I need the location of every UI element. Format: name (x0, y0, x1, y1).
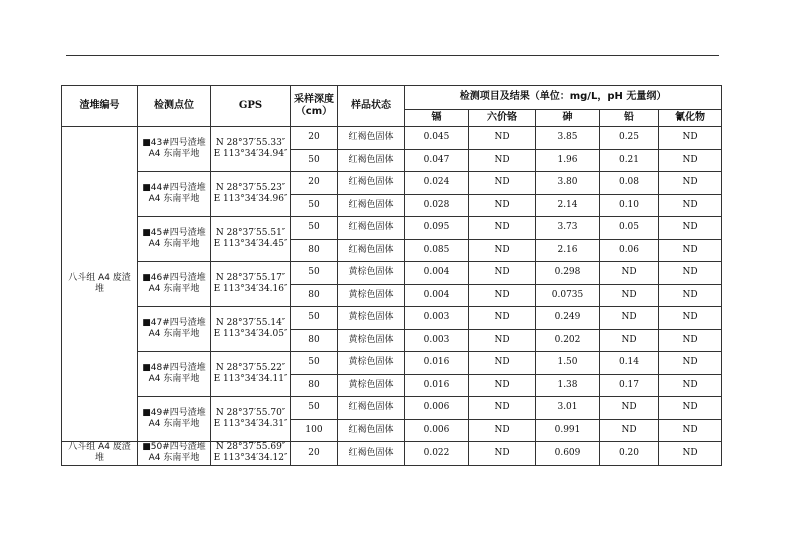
location-id: ■45#四号渣堆 (142, 227, 206, 238)
state-cell: 红褐色固体 (338, 442, 405, 466)
cadmium-cell: 0.016 (405, 374, 469, 397)
arsenic-cell: 2.14 (536, 194, 600, 217)
gps-longitude: E 113°34′34.94″ (213, 149, 288, 159)
cyanide-cell: ND (659, 284, 722, 307)
location-cell (138, 217, 211, 262)
lead-cell: ND (600, 262, 659, 285)
results-table (61, 85, 722, 466)
header-gps: GPS (211, 86, 291, 127)
location-id: ■49#四号渣堆 (142, 407, 206, 418)
state-cell: 红褐色固体 (338, 194, 405, 217)
chromium6-cell: ND (469, 127, 536, 150)
table-row (62, 262, 722, 285)
lead-cell: 0.25 (600, 127, 659, 150)
depth-cell: 50 (291, 149, 338, 172)
state-cell: 黄棕色固体 (338, 262, 405, 285)
table-row (62, 217, 722, 240)
gps-latitude: N 28°37′55.22″ (215, 362, 286, 373)
location-cell (138, 352, 211, 397)
state-cell: 红褐色固体 (338, 419, 405, 442)
location-id: ■47#四号渣堆 (142, 317, 206, 328)
arsenic-cell: 1.96 (536, 149, 600, 172)
header-state: 样品状态 (338, 86, 405, 127)
header-location: 检测点位 (138, 86, 211, 127)
gps-cell (211, 217, 291, 262)
chromium6-cell: ND (469, 172, 536, 195)
location-id: ■50#四号渣堆 (142, 442, 206, 452)
gps-cell (211, 172, 291, 217)
header-pile-no: 渣堆编号 (62, 86, 138, 127)
location-id: ■44#四号渣堆 (142, 182, 206, 193)
chromium6-cell: ND (469, 239, 536, 262)
depth-cell: 20 (291, 172, 338, 195)
cyanide-cell: ND (659, 352, 722, 375)
gps-longitude: E 113°34′34.05″ (213, 329, 288, 339)
arsenic-cell: 3.01 (536, 397, 600, 420)
depth-cell: 100 (291, 419, 338, 442)
depth-cell: 20 (291, 442, 338, 466)
location-cell (138, 307, 211, 352)
arsenic-cell: 0.609 (536, 442, 600, 466)
location-desc: A4 东南平地 (148, 329, 200, 339)
location-desc: A4 东南平地 (148, 284, 200, 294)
header-item-pb: 铅 (600, 110, 659, 127)
cyanide-cell: ND (659, 397, 722, 420)
cadmium-cell: 0.024 (405, 172, 469, 195)
chromium6-cell: ND (469, 374, 536, 397)
cadmium-cell: 0.095 (405, 217, 469, 240)
chromium6-cell: ND (469, 442, 536, 466)
state-cell: 红褐色固体 (338, 127, 405, 150)
cadmium-cell: 0.006 (405, 419, 469, 442)
gps-latitude: N 28°37′55.33″ (215, 137, 286, 148)
chromium6-cell: ND (469, 397, 536, 420)
chromium6-cell: ND (469, 149, 536, 172)
lead-cell: ND (600, 284, 659, 307)
location-cell (138, 442, 211, 466)
location-desc: A4 东南平地 (148, 239, 200, 249)
cadmium-cell: 0.004 (405, 262, 469, 285)
state-cell: 黄棕色固体 (338, 329, 405, 352)
arsenic-cell: 0.0735 (536, 284, 600, 307)
gps-latitude: N 28°37′55.69″ (215, 442, 286, 452)
state-cell: 黄棕色固体 (338, 307, 405, 330)
arsenic-cell: 3.73 (536, 217, 600, 240)
chromium6-cell: ND (469, 217, 536, 240)
arsenic-cell: 0.298 (536, 262, 600, 285)
cyanide-cell: ND (659, 239, 722, 262)
depth-cell: 50 (291, 307, 338, 330)
cyanide-cell: ND (659, 329, 722, 352)
depth-cell: 50 (291, 352, 338, 375)
cadmium-cell: 0.004 (405, 284, 469, 307)
cadmium-cell: 0.085 (405, 239, 469, 262)
cadmium-cell: 0.016 (405, 352, 469, 375)
arsenic-cell: 0.249 (536, 307, 600, 330)
depth-cell: 80 (291, 329, 338, 352)
location-cell (138, 397, 211, 442)
gps-longitude: E 113°34′34.45″ (213, 239, 288, 249)
lead-cell: 0.08 (600, 172, 659, 195)
gps-latitude: N 28°37′55.17″ (215, 272, 286, 283)
chromium6-cell: ND (469, 419, 536, 442)
state-cell: 红褐色固体 (338, 397, 405, 420)
header-results: 检测项目及结果（单位：mg/L，pH 无量纲） (405, 86, 722, 110)
cadmium-cell: 0.028 (405, 194, 469, 217)
header-item-cn: 氰化物 (659, 110, 722, 127)
location-id: ■46#四号渣堆 (142, 272, 206, 283)
arsenic-cell: 1.38 (536, 374, 600, 397)
arsenic-cell: 2.16 (536, 239, 600, 262)
lead-cell: 0.06 (600, 239, 659, 262)
depth-cell: 80 (291, 374, 338, 397)
depth-cell: 80 (291, 284, 338, 307)
cyanide-cell: ND (659, 262, 722, 285)
gps-cell (211, 262, 291, 307)
chromium6-cell: ND (469, 262, 536, 285)
arsenic-cell: 0.202 (536, 329, 600, 352)
location-cell (138, 172, 211, 217)
state-cell: 红褐色固体 (338, 149, 405, 172)
depth-cell: 50 (291, 194, 338, 217)
gps-longitude: E 113°34′34.96″ (213, 194, 288, 204)
cyanide-cell: ND (659, 374, 722, 397)
location-cell (138, 262, 211, 307)
cyanide-cell: ND (659, 172, 722, 195)
table-header (62, 86, 722, 127)
pile-cell: 八斗组 A4 废渣堆 (62, 127, 138, 442)
depth-cell: 50 (291, 217, 338, 240)
table-row (62, 307, 722, 330)
gps-longitude: E 113°34′34.31″ (213, 419, 288, 429)
gps-cell (211, 307, 291, 352)
lead-cell: 0.05 (600, 217, 659, 240)
pile-cell: 八斗组 A4 废渣堆 (62, 442, 138, 466)
arsenic-cell: 3.85 (536, 127, 600, 150)
table-row (62, 127, 722, 150)
location-desc: A4 东南平地 (148, 194, 200, 204)
table-row (62, 397, 722, 420)
location-desc: A4 东南平地 (148, 149, 200, 159)
state-cell: 红褐色固体 (338, 217, 405, 240)
location-id: ■43#四号渣堆 (142, 137, 206, 148)
gps-cell (211, 352, 291, 397)
state-cell: 红褐色固体 (338, 239, 405, 262)
location-id: ■48#四号渣堆 (142, 362, 206, 373)
table-row (62, 352, 722, 375)
cyanide-cell: ND (659, 307, 722, 330)
gps-latitude: N 28°37′55.70″ (215, 407, 286, 418)
cadmium-cell: 0.047 (405, 149, 469, 172)
cyanide-cell: ND (659, 194, 722, 217)
chromium6-cell: ND (469, 352, 536, 375)
lead-cell: 0.21 (600, 149, 659, 172)
lead-cell: 0.14 (600, 352, 659, 375)
lead-cell: ND (600, 307, 659, 330)
gps-latitude: N 28°37′55.14″ (215, 317, 286, 328)
cadmium-cell: 0.003 (405, 307, 469, 330)
state-cell: 黄棕色固体 (338, 374, 405, 397)
lead-cell: 0.10 (600, 194, 659, 217)
cadmium-cell: 0.045 (405, 127, 469, 150)
chromium6-cell: ND (469, 284, 536, 307)
location-desc: A4 东南平地 (148, 453, 200, 464)
cadmium-cell: 0.006 (405, 397, 469, 420)
gps-longitude: E 113°34′34.11″ (213, 374, 288, 384)
gps-cell (211, 397, 291, 442)
location-desc: A4 东南平地 (148, 374, 200, 384)
cadmium-cell: 0.003 (405, 329, 469, 352)
depth-cell: 80 (291, 239, 338, 262)
header-item-cd: 镉 (405, 110, 469, 127)
state-cell: 黄棕色固体 (338, 352, 405, 375)
depth-cell: 50 (291, 262, 338, 285)
depth-cell: 50 (291, 397, 338, 420)
gps-latitude: N 28°37′55.23″ (215, 182, 286, 193)
chromium6-cell: ND (469, 329, 536, 352)
location-cell (138, 127, 211, 172)
lead-cell: 0.20 (600, 442, 659, 466)
cadmium-cell: 0.022 (405, 442, 469, 466)
table-row (62, 172, 722, 195)
lead-cell: ND (600, 419, 659, 442)
gps-latitude: N 28°37′55.51″ (215, 227, 286, 238)
cyanide-cell: ND (659, 419, 722, 442)
chromium6-cell: ND (469, 194, 536, 217)
lead-cell: ND (600, 397, 659, 420)
gps-cell (211, 127, 291, 172)
cyanide-cell: ND (659, 442, 722, 466)
header-item-cr6: 六价铬 (469, 110, 536, 127)
arsenic-cell: 1.50 (536, 352, 600, 375)
lead-cell: ND (600, 329, 659, 352)
state-cell: 黄棕色固体 (338, 284, 405, 307)
depth-cell: 20 (291, 127, 338, 150)
arsenic-cell: 3.80 (536, 172, 600, 195)
header-rule (66, 55, 719, 56)
gps-cell (211, 442, 291, 466)
table-row (62, 442, 722, 466)
location-desc: A4 东南平地 (148, 419, 200, 429)
cyanide-cell: ND (659, 217, 722, 240)
table-body (62, 127, 722, 466)
gps-longitude: E 113°34′34.16″ (213, 284, 288, 294)
header-item-as: 砷 (536, 110, 600, 127)
arsenic-cell: 0.991 (536, 419, 600, 442)
cyanide-cell: ND (659, 127, 722, 150)
header-depth: 采样深度（cm） (291, 86, 338, 127)
state-cell: 红褐色固体 (338, 172, 405, 195)
chromium6-cell: ND (469, 307, 536, 330)
lead-cell: 0.17 (600, 374, 659, 397)
gps-longitude: E 113°34′34.12″ (213, 453, 288, 464)
cyanide-cell: ND (659, 149, 722, 172)
